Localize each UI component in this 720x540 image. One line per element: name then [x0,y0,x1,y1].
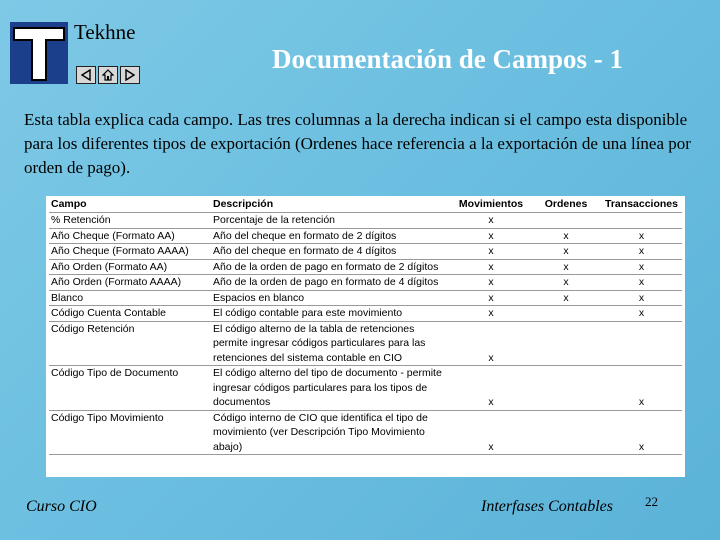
next-icon[interactable] [120,66,140,84]
cell-transacciones: x [601,244,682,260]
tekhne-logo [10,22,68,84]
cell-campo: Código Tipo de Documento [49,366,211,411]
col-header-ordenes: Ordenes [531,198,601,213]
col-header-descripcion: Descripción [211,198,451,213]
table-row [49,275,682,291]
cell-ordenes: x [531,228,601,244]
col-header-campo: Campo [49,198,211,213]
cell-descripcion: El código contable para este movimiento [211,306,451,322]
table-row [49,306,682,322]
cell-movimientos: x [451,410,531,455]
cell-descripcion: El código alterno de la tabla de retenciones permite ingresar códigos particulares para las retenciones del sistema contable en CIO [211,321,451,366]
cell-ordenes: x [531,275,601,291]
table-row [49,259,682,275]
cell-descripcion: Año del cheque en formato de 2 dígitos [211,228,451,244]
cell-movimientos: x [451,306,531,322]
cell-campo: Código Cuenta Contable [49,306,211,322]
cell-transacciones [601,213,682,229]
fields-table-container [46,196,685,477]
table-header-row [49,198,682,213]
cell-movimientos: x [451,244,531,260]
cell-movimientos: x [451,290,531,306]
page-title: Documentación de Campos - 1 [272,44,623,74]
cell-movimientos: x [451,228,531,244]
cell-campo: Año Cheque (Formato AA) [49,228,211,244]
cell-descripcion: Año de la orden de pago en formato de 2 dígitos [211,259,451,275]
cell-movimientos: x [451,366,531,411]
cell-movimientos: x [451,321,531,366]
cell-transacciones: x [601,366,682,411]
cell-campo: Año Orden (Formato AA) [49,259,211,275]
brand-name: Tekhne [74,20,136,44]
cell-ordenes [531,366,601,411]
home-icon[interactable] [98,66,118,84]
cell-ordenes [531,213,601,229]
cell-movimientos: x [451,213,531,229]
cell-ordenes [531,410,601,455]
cell-ordenes [531,306,601,322]
cell-campo: Año Cheque (Formato AAAA) [49,244,211,260]
cell-campo: Código Tipo Movimiento [49,410,211,455]
cell-transacciones: x [601,306,682,322]
cell-campo: Año Orden (Formato AAAA) [49,275,211,291]
table-row [49,213,682,229]
cell-ordenes [531,321,601,366]
cell-transacciones: x [601,259,682,275]
cell-descripcion: Código interno de CIO que identifica el tipo de movimiento (ver Descripción Tipo Movimiento abajo) [211,410,451,455]
cell-movimientos: x [451,259,531,275]
table-row [49,244,682,260]
col-header-movimientos: Movimientos [451,198,531,213]
cell-ordenes: x [531,259,601,275]
page-number: 22 [645,494,658,509]
table-row [49,321,682,366]
table-row [49,290,682,306]
footer-course: Curso CIO [26,498,97,515]
cell-ordenes: x [531,244,601,260]
fields-table [49,198,682,455]
col-header-transacciones: Transacciones [601,198,682,213]
cell-descripcion: Porcentaje de la retención [211,213,451,229]
table-row [49,228,682,244]
cell-transacciones: x [601,410,682,455]
cell-transacciones: x [601,228,682,244]
cell-campo: Blanco [49,290,211,306]
footer-topic: Interfases Contables [481,498,613,515]
cell-descripcion: El código alterno del tipo de documento - permite ingresar códigos particulares para los tipos de documentos [211,366,451,411]
cell-descripcion: Espacios en blanco [211,290,451,306]
cell-movimientos: x [451,275,531,291]
previous-icon[interactable] [76,66,96,84]
cell-descripcion: Año del cheque en formato de 4 dígitos [211,244,451,260]
cell-campo: % Retención [49,213,211,229]
cell-transacciones: x [601,275,682,291]
table-row [49,366,682,411]
cell-descripcion: Año de la orden de pago en formato de 4 dígitos [211,275,451,291]
table-row [49,410,682,455]
slide-nav [76,66,140,84]
cell-campo: Código Retención [49,321,211,366]
cell-ordenes: x [531,290,601,306]
intro-paragraph: Esta tabla explica cada campo. Las tres columnas a la derecha indican si el campo esta disponible para los diferentes tipos de exportación (Ordenes hace referencia a la exportación de una línea por orden de pago). [24,110,691,177]
cell-transacciones: x [601,290,682,306]
cell-transacciones [601,321,682,366]
